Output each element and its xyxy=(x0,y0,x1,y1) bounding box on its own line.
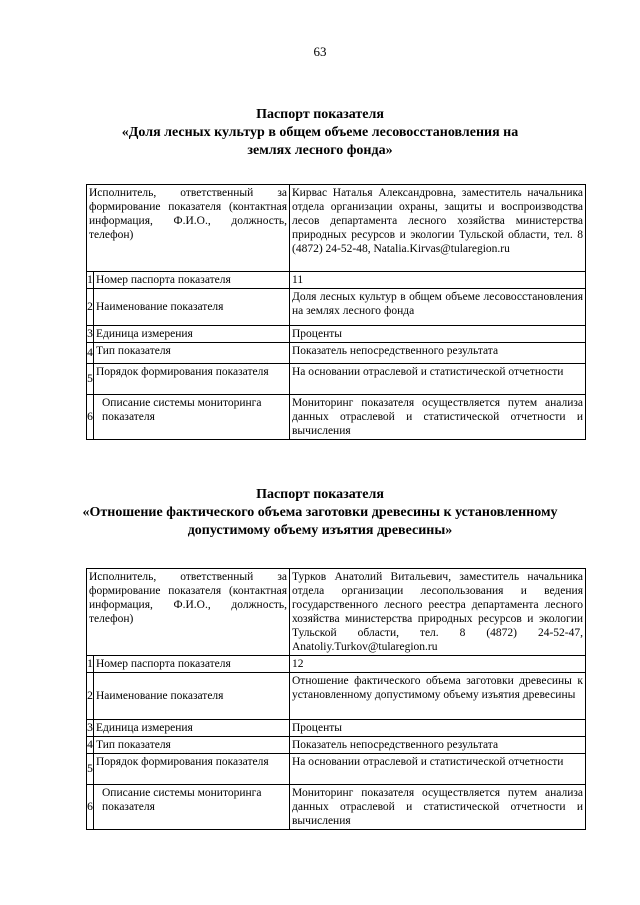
passport-2-heading: Паспорт показателя xyxy=(256,487,384,502)
table-row xyxy=(87,364,586,395)
row-value: На основании отраслевой и статистической отчетности xyxy=(290,754,586,785)
passport-1-subtitle: «Доля лесных культур в общем объеме лесовосстановления на землях лесного фонда» xyxy=(121,125,519,158)
table-row xyxy=(87,720,586,737)
row-number: 2 xyxy=(87,289,94,326)
passport-2-table xyxy=(86,568,586,830)
row-number: 3 xyxy=(87,326,94,343)
passport-2-title xyxy=(40,486,600,540)
row-number: 1 xyxy=(87,656,94,673)
table-row xyxy=(87,272,586,289)
passport-2-subtitle: «Отношение фактического объема заготовки древесины к установленному допустимому объему изъятия древесины» xyxy=(82,505,558,538)
table-row xyxy=(87,754,586,785)
row-value: Доля лесных культур в общем объеме лесовосстановления на землях лесного фонда xyxy=(290,289,586,326)
row-label: Наименование показателя xyxy=(94,673,290,720)
row-number: 5 xyxy=(87,754,94,785)
row-value: Показатель непосредственного результата xyxy=(290,737,586,754)
row-number: 4 xyxy=(87,737,94,754)
row-value: Мониторинг показателя осуществляется путем анализа данных отраслевой и статистической отчетности и вычисления xyxy=(290,395,586,440)
row-value: Показатель непосредственного результата xyxy=(290,343,586,364)
row-label: Тип показателя xyxy=(94,343,290,364)
row-number: 2 xyxy=(87,673,94,720)
table-row xyxy=(87,326,586,343)
passport-1-title xyxy=(40,106,600,160)
passport-1-heading: Паспорт показателя xyxy=(256,107,384,122)
row-value: Проценты xyxy=(290,326,586,343)
row-label: Описание системы мониторинга показателя xyxy=(94,395,290,440)
row-value: Проценты xyxy=(290,720,586,737)
row-number: 3 xyxy=(87,720,94,737)
executor-value: Кирвас Наталья Александровна, заместитель начальника отдела организации охраны, защиты и воспроизводства лесов департамента лесного хозяйства министерства природных ресурсов и экологии Тульской области, тел. 8 (4872) 24-52-48, Natalia.Kirvas@tularegion.ru xyxy=(290,185,586,272)
page-number: 63 xyxy=(313,44,327,59)
table-row xyxy=(87,343,586,364)
row-label: Порядок формирования показателя xyxy=(94,364,290,395)
row-value: Мониторинг показателя осуществляется путем анализа данных отраслевой и статистической отчетности и вычисления xyxy=(290,785,586,830)
row-label: Единица измерения xyxy=(94,326,290,343)
row-number: 1 xyxy=(87,272,94,289)
row-value: Отношение фактического объема заготовки древесины к установленному допустимому объему изъятия древесины xyxy=(290,673,586,720)
row-value: На основании отраслевой и статистической отчетности xyxy=(290,364,586,395)
row-value: 12 xyxy=(290,656,586,673)
row-number: 6 xyxy=(87,395,94,440)
passport-1-table xyxy=(86,184,586,440)
row-label: Тип показателя xyxy=(94,737,290,754)
row-number: 4 xyxy=(87,343,94,364)
row-number: 5 xyxy=(87,364,94,395)
executor-label: Исполнитель, ответственный за формирование показателя (контактная информация, Ф.И.О., должность, телефон) xyxy=(87,569,290,656)
row-label: Номер паспорта показателя xyxy=(94,272,290,289)
executor-label: Исполнитель, ответственный за формирование показателя (контактная информация, Ф.И.О., должность, телефон) xyxy=(87,185,290,272)
table-row xyxy=(87,569,586,656)
table-row xyxy=(87,656,586,673)
row-value: 11 xyxy=(290,272,586,289)
row-label: Наименование показателя xyxy=(94,289,290,326)
table-row xyxy=(87,185,586,272)
table-row xyxy=(87,395,586,440)
row-label: Описание системы мониторинга показателя xyxy=(94,785,290,830)
row-label: Единица измерения xyxy=(94,720,290,737)
table-row xyxy=(87,289,586,326)
row-label: Порядок формирования показателя xyxy=(94,754,290,785)
table-row xyxy=(87,673,586,720)
table-row xyxy=(87,737,586,754)
table-row xyxy=(87,785,586,830)
row-number: 6 xyxy=(87,785,94,830)
row-label: Номер паспорта показателя xyxy=(94,656,290,673)
executor-value: Турков Анатолий Витальевич, заместитель начальника отдела организации лесопользования и ведения государственного лесного реестра департамента лесного хозяйства министерства природных ресурсов и экологии Тульской области, тел. 8 (4872) 24-52-47, Anatoliy.Turkov@tularegion.ru xyxy=(290,569,586,656)
